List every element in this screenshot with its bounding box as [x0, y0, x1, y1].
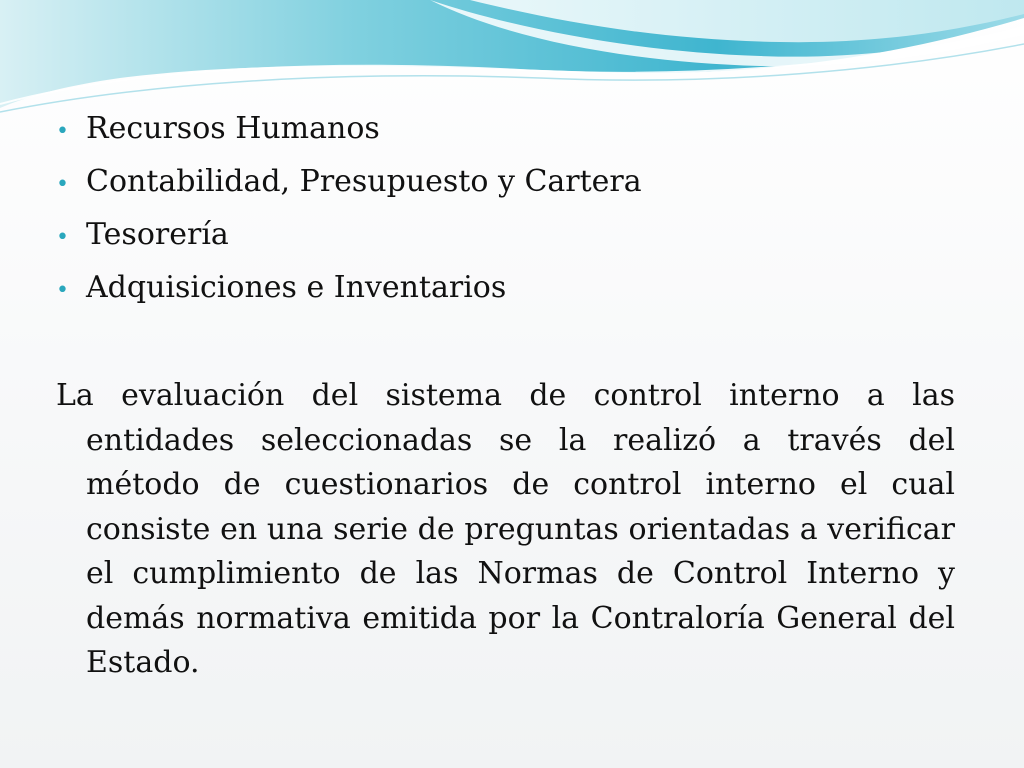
bullet-text: Tesorería	[86, 217, 229, 252]
bullet-dot-icon: •	[56, 225, 69, 250]
bullet-item	[56, 266, 956, 319]
bullet-text: Adquisiciones e Inventarios	[86, 270, 507, 305]
bullet-text: Recursos Humanos	[86, 111, 380, 146]
bullet-item	[56, 213, 956, 266]
bullet-item	[56, 160, 956, 213]
bullet-list	[56, 107, 956, 319]
bullet-dot-icon: •	[56, 278, 69, 303]
bullet-item	[56, 107, 956, 160]
body-paragraph: La evaluación del sistema de control interno a las entidades seleccionadas se la realizó a través del método de cuestionarios de control interno el cual consiste en una serie de preguntas orientadas a verificar el cumplimiento de las Normas de Control Interno y demás normativa emitida por la Contraloría General del Estado.	[56, 378, 955, 680]
bullet-dot-icon: •	[56, 172, 69, 197]
bullet-dot-icon: •	[56, 119, 69, 144]
wave-header-decoration	[0, 0, 1024, 120]
bullet-text: Contabilidad, Presupuesto y Cartera	[86, 164, 642, 199]
